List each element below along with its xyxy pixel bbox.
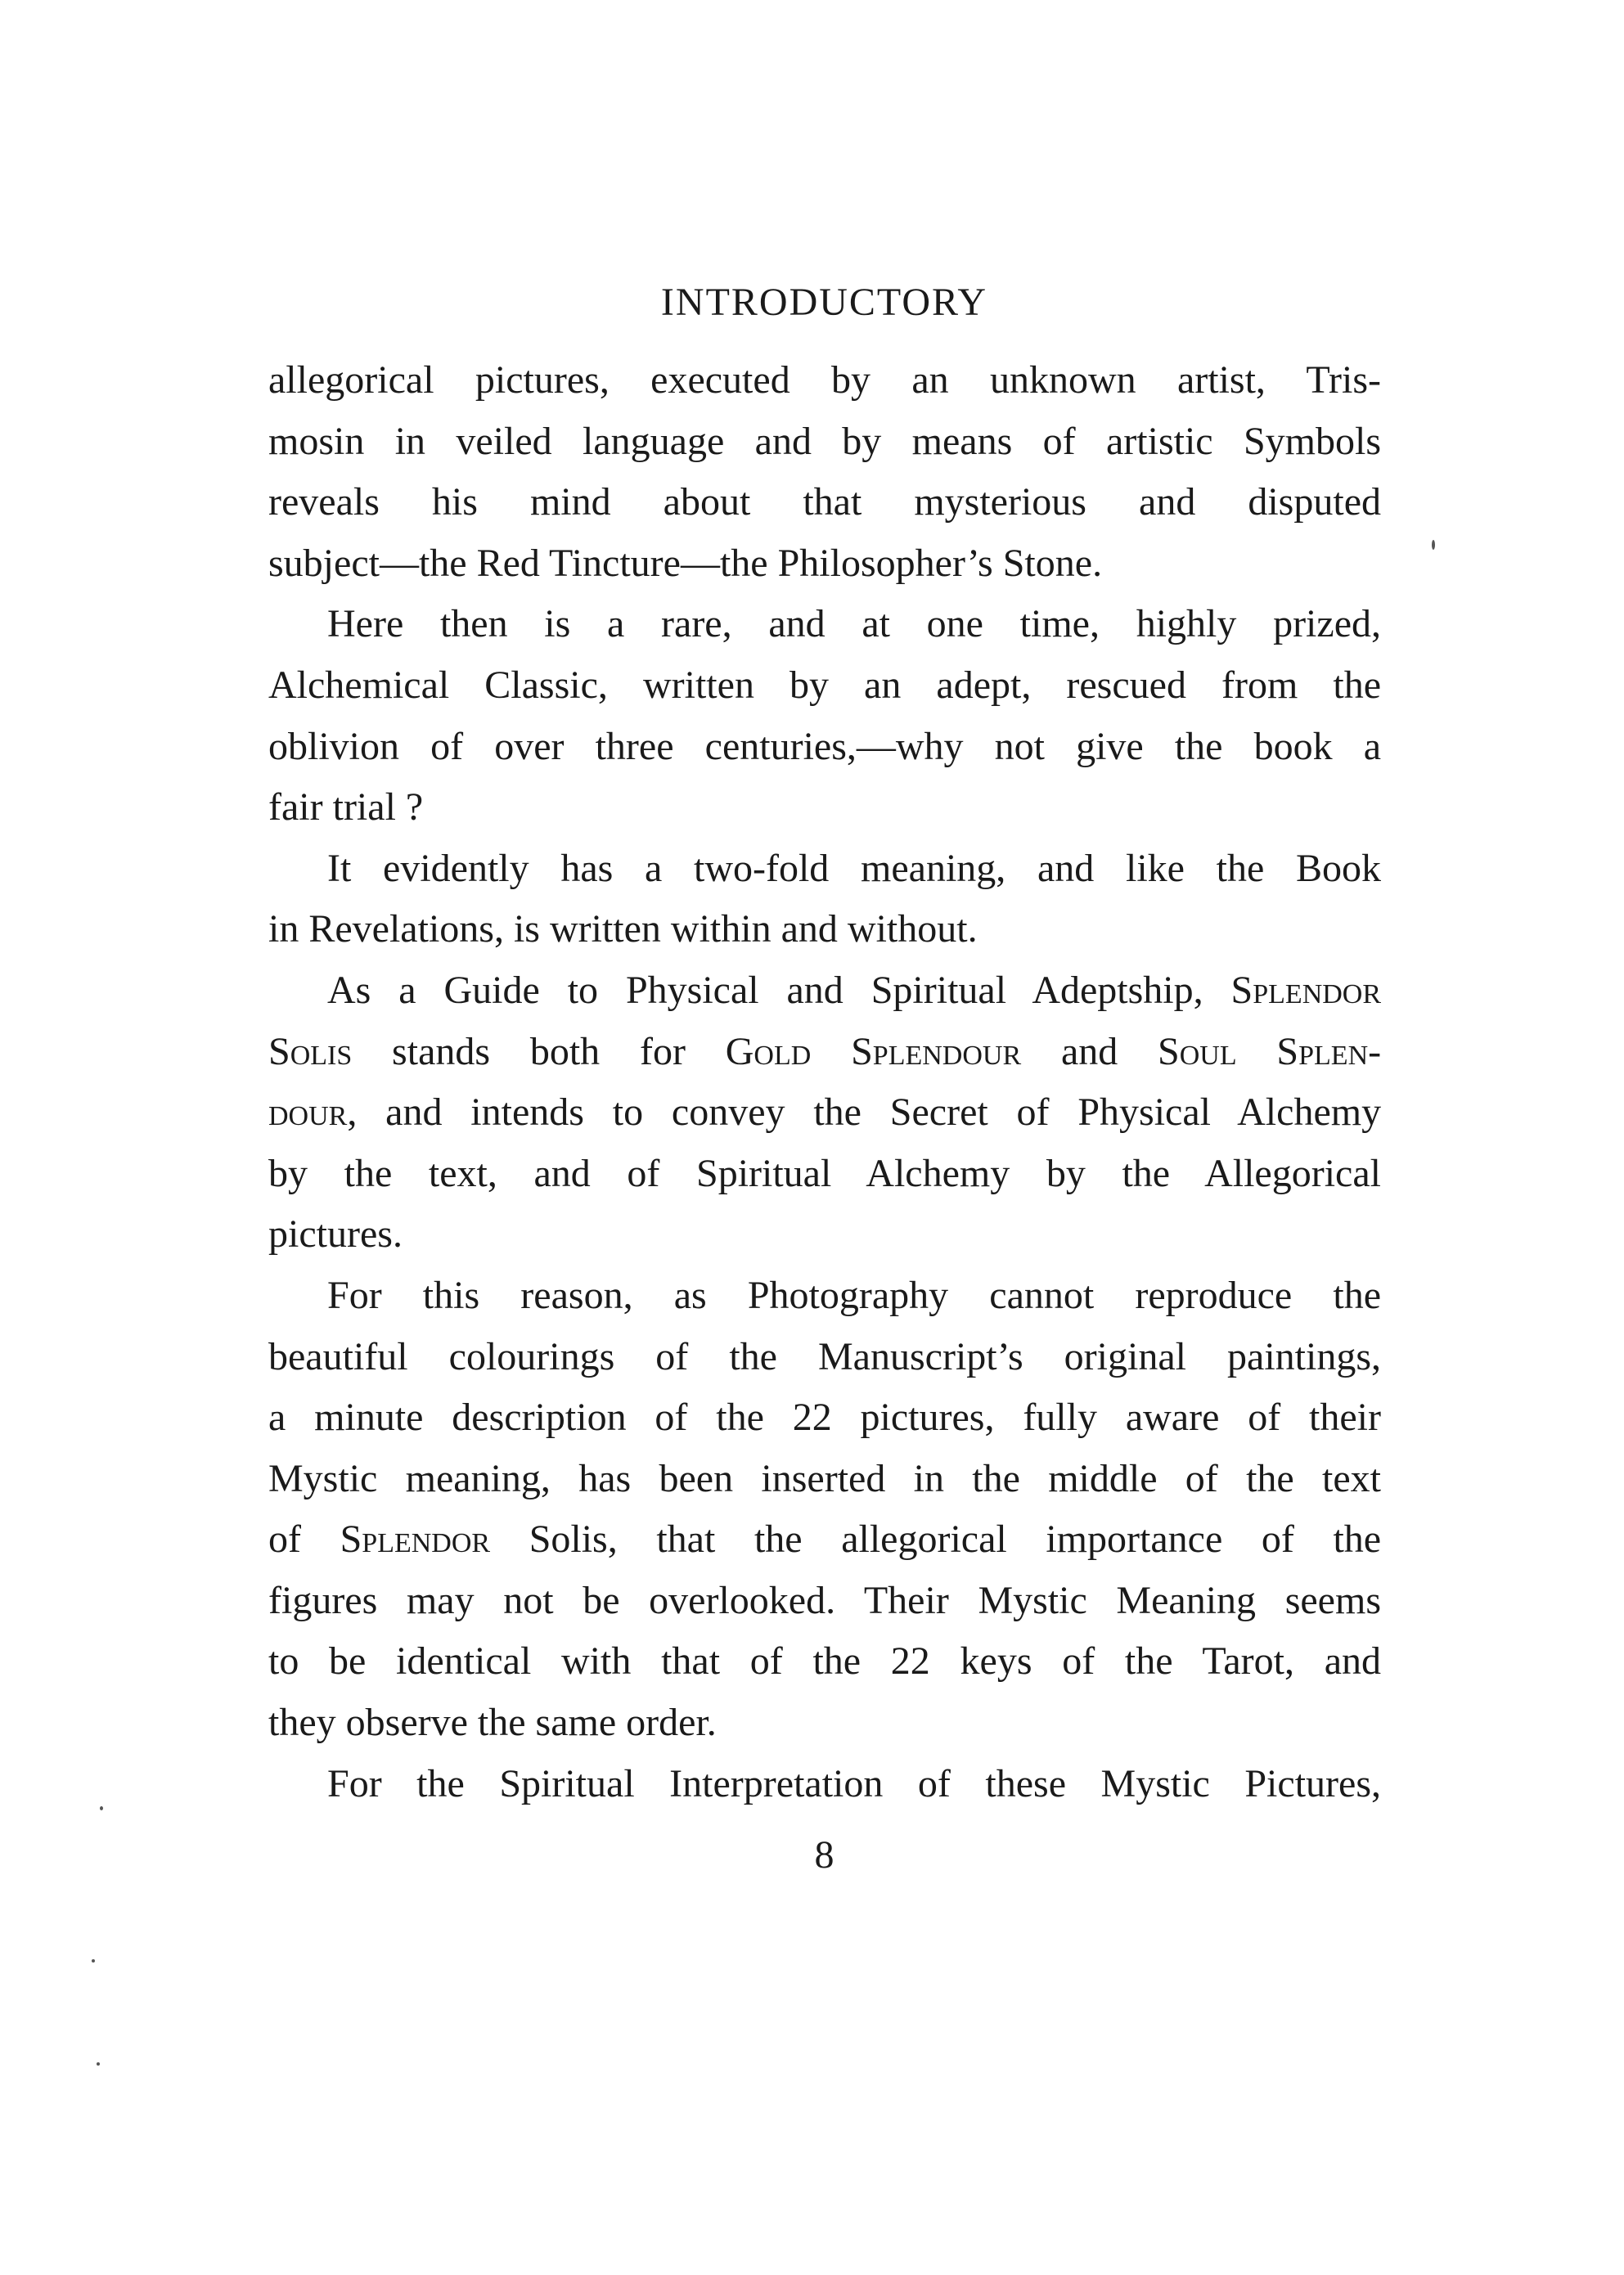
text-line: to be identical with that of the 22 keys of the Tarot, and [268, 1639, 1381, 1684]
text-line: in Revelations, is written within and without. [268, 907, 978, 951]
text-line: reveals his mind about that mysterious and disputed [268, 480, 1381, 524]
text-line: Alchemical Classic, written by an adept, rescued from the [268, 663, 1381, 707]
text-line: It evidently has a two-fold meaning, and like the Book [327, 846, 1381, 890]
text-line: fair trial ? [268, 785, 424, 830]
text-line: As a Guide to Physical and Spiritual Adeptship, Splendor [327, 968, 1382, 1012]
text-line: For this reason, as Photography cannot reproduce the [327, 1273, 1381, 1317]
text-line: allegorical pictures, executed by an unknown artist, Tris- [268, 358, 1381, 402]
small-caps-word: Splen- [1276, 1029, 1382, 1073]
scan-speck [97, 2062, 100, 2066]
text-line: mosin in veiled language and by means of artistic Symbols [268, 419, 1381, 463]
text-line: pictures. [268, 1212, 403, 1257]
small-caps-word: Soul [1158, 1029, 1237, 1073]
text-line: of Splendor Solis, that the allegorical importance of the [268, 1517, 1382, 1562]
text-line: by the text, and of Spiritual Alchemy by the Allegorical [268, 1151, 1381, 1195]
small-caps-word: Solis [268, 1029, 353, 1073]
scan-speck [1432, 540, 1435, 550]
small-caps-word: Splendour [851, 1029, 1022, 1073]
page-number: 8 [814, 1833, 834, 1877]
small-caps-word: Splendor [1230, 968, 1382, 1012]
text-line: oblivion of over three centuries,—why not give the book a [268, 724, 1381, 768]
scan-speck [92, 1959, 95, 1963]
small-caps-word: Splendor [340, 1517, 491, 1562]
text-line: For the Spiritual Interpretation of these Mystic Pictures, [327, 1761, 1381, 1805]
text-line: Here then is a rare, and at one time, highly prized, [327, 602, 1381, 646]
small-caps-word: Gold [725, 1029, 812, 1073]
text-line: Mystic meaning, has been inserted in the middle of the text [268, 1456, 1381, 1500]
text-line: subject—the Red Tincture—the Philosopher’s Stone. [268, 541, 1103, 585]
text-line: figures may not be overlooked. Their Mystic Meaning seems [268, 1578, 1381, 1622]
running-heading: INTRODUCTORY [660, 281, 988, 324]
scan-speck [100, 1806, 103, 1810]
small-caps-word: dour, [268, 1090, 358, 1135]
text-line: Solis stands both for Gold Splendour and Soul Splen- [268, 1029, 1382, 1073]
text-line: beautiful colourings of the Manuscript’s original paintings, [268, 1334, 1381, 1378]
text-line: they observe the same order. [268, 1701, 717, 1745]
body-text [268, 350, 1381, 1814]
text-line: dour, and intends to convey the Secret of Physical Alchemy [268, 1090, 1382, 1135]
text-line: a minute description of the 22 pictures, fully aware of their [268, 1396, 1381, 1440]
